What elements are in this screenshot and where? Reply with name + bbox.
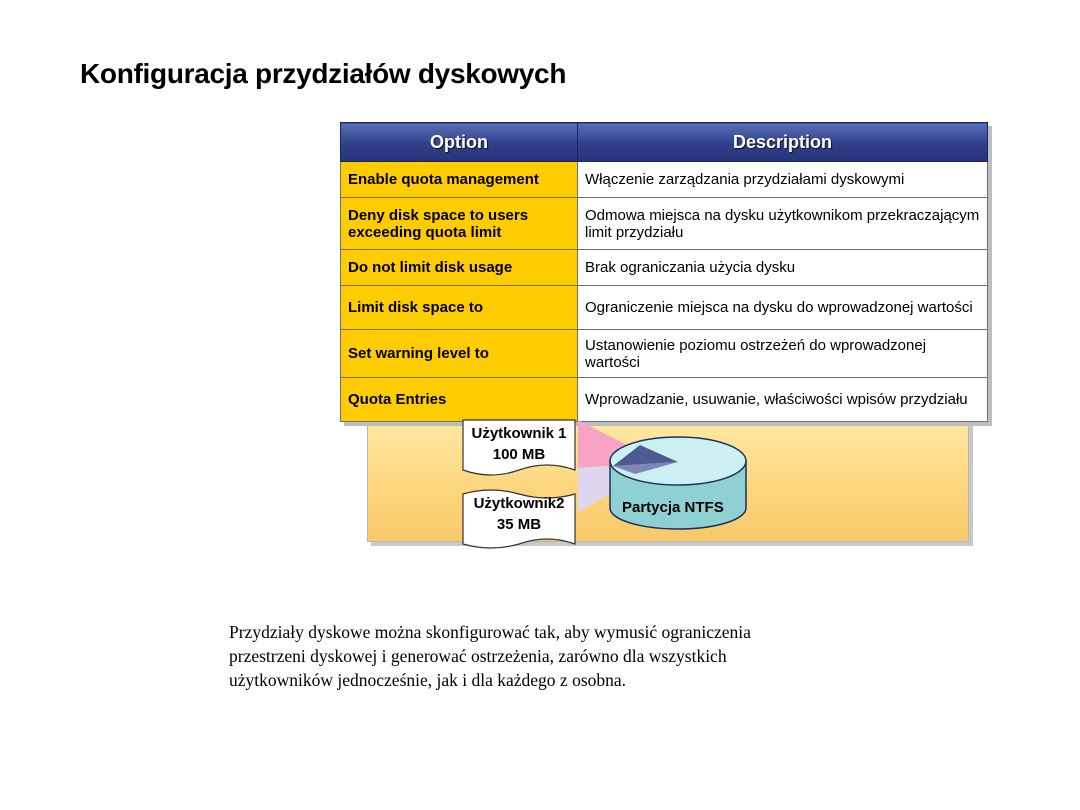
- description-cell: Ustanowienie poziomu ostrzeżeń do wprowadzonej wartości: [578, 330, 988, 378]
- description-cell: Wprowadzanie, usuwanie, właściwości wpisów przydziału: [578, 378, 988, 422]
- option-cell: Quota Entries: [341, 378, 578, 422]
- option-cell: Deny disk space to users exceeding quota limit: [341, 198, 578, 250]
- user1-name: Użytkownik 1: [471, 425, 567, 442]
- user2-name: Użytkownik2: [473, 495, 565, 512]
- body-line: użytkowników jednocześnie, jak i dla każdego z osobna.: [229, 670, 627, 690]
- user1-quota: 100 MB: [492, 446, 546, 463]
- user2-quota: 35 MB: [496, 516, 542, 533]
- body-line: Przydziały dyskowe można skonfigurować tak, aby wymusić ograniczenia: [229, 622, 751, 642]
- description-cell: Brak ograniczania użycia dysku: [578, 250, 988, 286]
- option-cell: Enable quota management: [341, 162, 578, 198]
- option-cell: Do not limit disk usage: [341, 250, 578, 286]
- option-cell: Limit disk space to: [341, 286, 578, 330]
- option-cell: Set warning level to: [341, 330, 578, 378]
- description-column-header: Description: [578, 123, 988, 162]
- disk-label: Partycja NTFS: [622, 499, 724, 516]
- page-title: Konfiguracja przydziałów dyskowych: [80, 58, 567, 89]
- body-line: przestrzeni dyskowej i generować ostrzeżenia, zarówno dla wszystkich: [229, 646, 727, 666]
- option-column-header: Option: [341, 123, 578, 162]
- description-cell: Odmowa miejsca na dysku użytkownikom przekraczającym limit przydziału: [578, 198, 988, 250]
- description-cell: Włączenie zarządzania przydziałami dyskowymi: [578, 162, 988, 198]
- user2-quota-tag: [461, 488, 577, 548]
- user1-quota-tag: [461, 418, 577, 478]
- body-paragraph: [229, 620, 929, 692]
- description-cell: Ograniczenie miejsca na dysku do wprowadzonej wartości: [578, 286, 988, 330]
